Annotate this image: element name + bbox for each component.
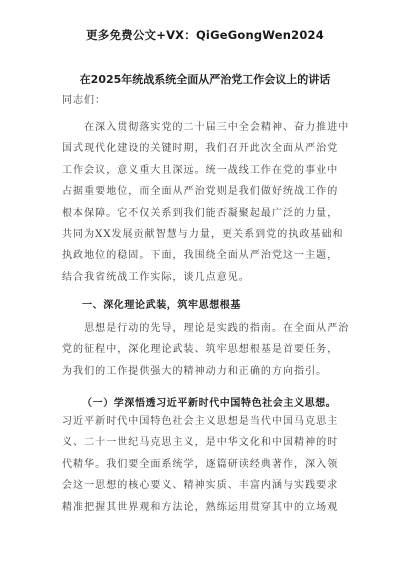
paragraph-section1 [62, 318, 354, 382]
text-line: 占据重要地位，而全面从严治党则是我们做好统战工作的 [62, 186, 339, 198]
text-line: 党的征程中，深化理论武装、筑牢思想根基是首要任务， [62, 344, 339, 356]
watermark-header: 更多免费公文+VX：QiGeGongWen2024 [86, 28, 324, 42]
text-line: 共同为XX发展贡献智慧与力量，更关系到党的执政基础和 [62, 228, 344, 240]
text-line: 执政地位的稳固。下面，我围绕全面从严治党这一主题， [62, 250, 339, 262]
salutation: 同志们： [62, 95, 106, 106]
text-line: 义、二十一世纪马克思主义，是中华文化和中国精神的时 [62, 437, 339, 449]
text-line: 思想是行动的先导，理论是实践的指南。在全面从严治 [62, 323, 350, 334]
text-line: 为我们的工作提供强大的精神动力和正确的方向指引。 [62, 365, 328, 377]
text-line: 代精华。我们要全面系统学，逐篇研读经典著作，深入领 [62, 458, 339, 470]
document-title: 在2025年统战系统全面从严治党工作会议上的讲话 [79, 73, 331, 86]
text-line: 精准把握其世界观和方法论，熟练运用贯穿其中的立场观 [62, 501, 339, 513]
text-line: 工作会议，意义重大且深远。统一战线工作在党的事业中 [62, 164, 339, 176]
section-heading-1: 一、深化理论武装，筑牢思想根基 [82, 300, 241, 311]
text-line: 会这一思想的核心要义、精神实质、丰富内涵与实践要求 [62, 480, 339, 492]
subsection-heading-1: （一）学深悟透习近平新时代中国特色社会主义思想。 [82, 398, 337, 409]
paragraph-subsection1 [62, 411, 354, 518]
text-line: 习近平新时代中国特色社会主义思想是当代中国马克思主 [62, 416, 339, 427]
paragraph-intro [62, 117, 354, 288]
text-line: 在深入贯彻落实党的二十届三中全会精神、奋力推进中 [62, 122, 350, 133]
text-line: 国式现代化建设的关键时期，我们召开此次全面从严治党 [62, 143, 339, 155]
text-line: 结合我省统战工作实际，谈几点意见。 [62, 271, 250, 283]
text-line: 根本保障。它不仅关系到我们能否凝聚起最广泛的力量， [62, 207, 339, 219]
